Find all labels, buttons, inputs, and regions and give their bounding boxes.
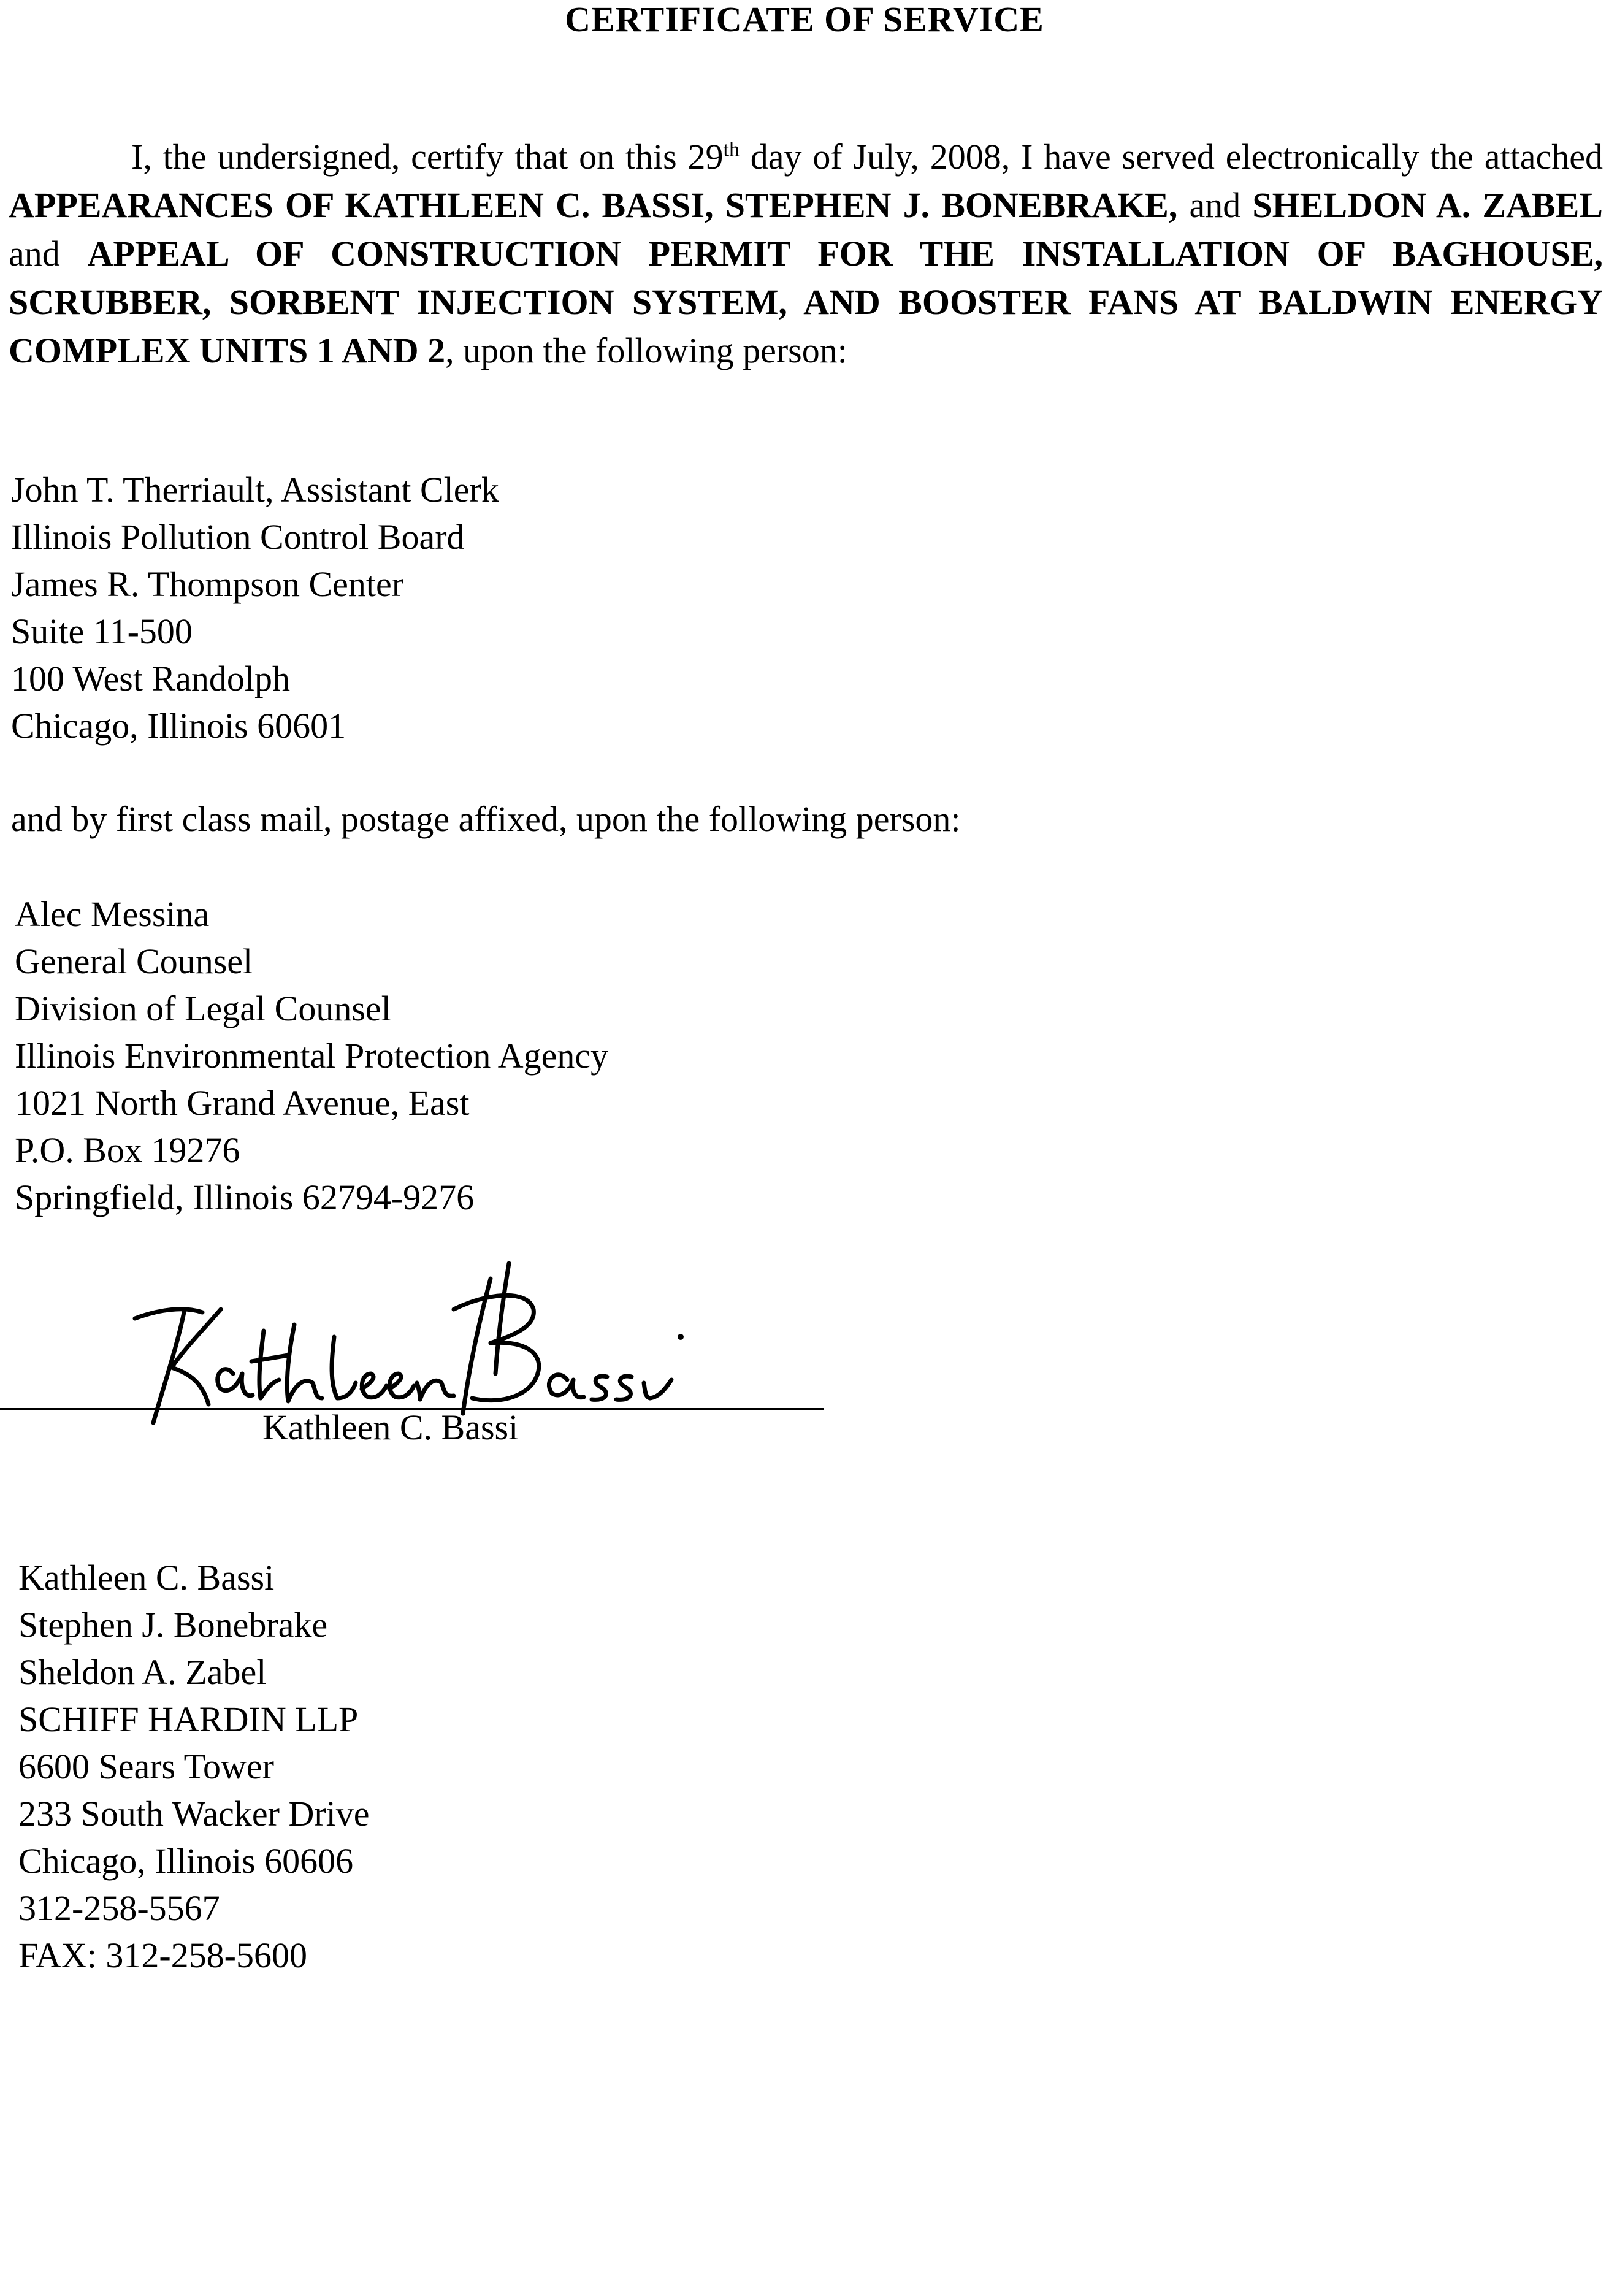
certification-paragraph xyxy=(9,132,1603,375)
address-line: General Counsel xyxy=(15,941,253,981)
para-bold-zabel: SHELDON A. ZABEL xyxy=(1252,185,1603,225)
address-line: Chicago, Illinois 60601 xyxy=(11,706,346,746)
para-text-b: day of July, 2008, I have served electronically the attached xyxy=(739,137,1603,177)
address-line: Illinois Environmental Protection Agency xyxy=(15,1036,609,1076)
mail-service-line: and by first class mail, postage affixed, upon the following person: xyxy=(11,799,961,839)
address-line: James R. Thompson Center xyxy=(11,564,404,604)
ordinal-suffix: th xyxy=(723,138,740,161)
address-line: Division of Legal Counsel xyxy=(15,989,391,1028)
address-line: 100 West Randolph xyxy=(11,659,291,698)
address-line: Alec Messina xyxy=(15,894,210,934)
recipient-address-2 xyxy=(15,890,608,1221)
address-line: 6600 Sears Tower xyxy=(18,1747,274,1786)
para-text-c: and xyxy=(1177,185,1253,225)
para-bold-appearances: APPEARANCES OF KATHLEEN C. BASSI, STEPHEN J. BONEBRAKE, xyxy=(9,185,1178,225)
address-line: John T. Therriault, Assistant Clerk xyxy=(11,470,499,510)
address-line: Sheldon A. Zabel xyxy=(18,1652,267,1692)
address-line: Kathleen C. Bassi xyxy=(18,1558,275,1598)
page-title: CERTIFICATE OF SERVICE xyxy=(565,0,1044,39)
recipient-address-1 xyxy=(11,466,499,749)
signature-printed-name: Kathleen C. Bassi xyxy=(262,1407,519,1447)
address-line: 312-258-5567 xyxy=(18,1888,220,1928)
para-text-a: I, the undersigned, certify that on this 29 xyxy=(131,137,724,177)
address-line: Suite 11-500 xyxy=(11,611,193,651)
para-text-e: , upon the following person: xyxy=(445,331,847,370)
address-line: 233 South Wacker Drive xyxy=(18,1794,370,1834)
address-line: Illinois Pollution Control Board xyxy=(11,517,465,557)
address-line: 1021 North Grand Avenue, East xyxy=(15,1083,470,1123)
para-bold-appeal: APPEAL OF CONSTRUCTION PERMIT FOR THE INSTALLATION OF BAGHOUSE, SCRUBBER, SORBENT INJECTION SYSTEM, AND BOOSTER FANS AT BALDWIN ENERGY COMPLEX UNITS 1 AND 2 xyxy=(9,234,1603,370)
address-line: FAX: 312-258-5600 xyxy=(18,1935,307,1975)
sender-address xyxy=(18,1554,370,1979)
address-line: SCHIFF HARDIN LLP xyxy=(18,1699,359,1739)
address-line: P.O. Box 19276 xyxy=(15,1130,240,1170)
address-line: Chicago, Illinois 60606 xyxy=(18,1841,354,1881)
address-line: Stephen J. Bonebrake xyxy=(18,1605,328,1645)
address-line: Springfield, Illinois 62794-9276 xyxy=(15,1177,475,1217)
para-text-d: and xyxy=(9,234,88,274)
